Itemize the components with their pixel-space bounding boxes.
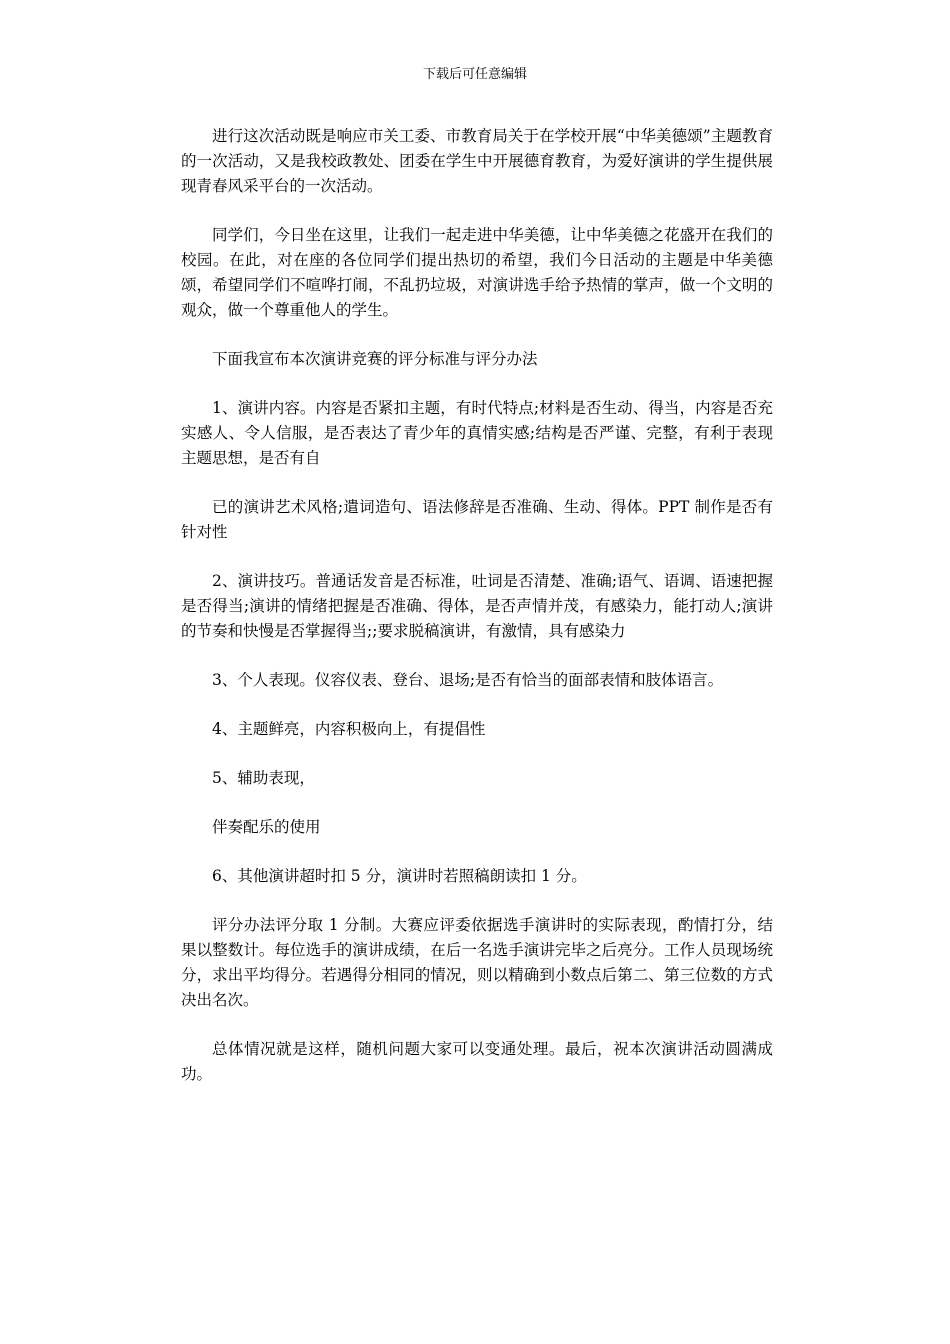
paragraph-criterion-3: 3、个人表现。仪容仪表、登台、退场;是否有恰当的面部表情和肢体语言。: [212, 671, 724, 689]
paragraph-announcement: 下面我宣布本次演讲竞赛的评分标准与评分办法: [212, 350, 538, 368]
paragraph-criterion-5-detail: 伴奏配乐的使用: [212, 818, 321, 836]
paragraph-welcome: 同学们，今日坐在这里，让我们一起走进中华美德，让中华美德之花盛开在我们的校园。在此，对在座的各位同学们提出热切的希望，我们今日活动的主题是中华美德颂，希望同学们不喧哗打闹，不乱扔垃圾，对演讲选手给予热情的掌声，做一个文明的观众，做一个尊重他人的学生。: [181, 226, 773, 319]
paragraph-intro: 进行这次活动既是响应市关工委、市教育局关于在学校开展“中华美德颂”主题教育的一次活动，又是我校政教处、团委在学生中开展德育教育，为爱好演讲的学生提供展现青春风采平台的一次活动。: [181, 127, 773, 195]
paragraph-scoring-method: 评分办法评分取 1 分制。大赛应评委依据选手演讲时的实际表现，酌情打分，结果以整数计。每位选手的演讲成绩，在后一名选手演讲完毕之后亮分。工作人员现场统分，求出平均得分。若遇得分相同的情况，则以精确到小数点后第二、第三位数的方式决出名次。: [181, 916, 773, 1009]
paragraph-criterion-5: 5、辅助表现，: [212, 769, 315, 787]
paragraph-closing: 总体情况就是这样，随机问题大家可以变通处理。最后，祝本次演讲活动圆满成功。: [181, 1040, 773, 1083]
header-note: 下载后可任意编辑: [422, 67, 527, 82]
document-body: [181, 124, 773, 1111]
paragraph-criterion-4: 4、主题鲜亮，内容积极向上，有提倡性: [212, 720, 486, 738]
paragraph-criterion-1-continued: 已的演讲艺术风格;遣词造句、语法修辞是否准确、生动、得体。PPT 制作是否有针对性: [181, 498, 773, 541]
paragraph-criterion-6: 6、其他演讲超时扣 5 分，演讲时若照稿朗读扣 1 分。: [212, 867, 587, 885]
paragraph-criterion-1: 1、演讲内容。内容是否紧扣主题，有时代特点;材料是否生动、得当，内容是否充实感人、令人信服，是否表达了青少年的真情实感;结构是否严谨、完整，有利于表现主题思想，是否有自: [181, 399, 773, 467]
paragraph-criterion-2: 2、演讲技巧。普通话发音是否标准，吐词是否清楚、准确;语气、语调、语速把握是否得当;演讲的情绪把握是否准确、得体，是否声情并茂，有感染力，能打动人;演讲的节奏和快慢是否掌握得当;;要求脱稿演讲，有激情，具有感染力: [181, 572, 773, 640]
